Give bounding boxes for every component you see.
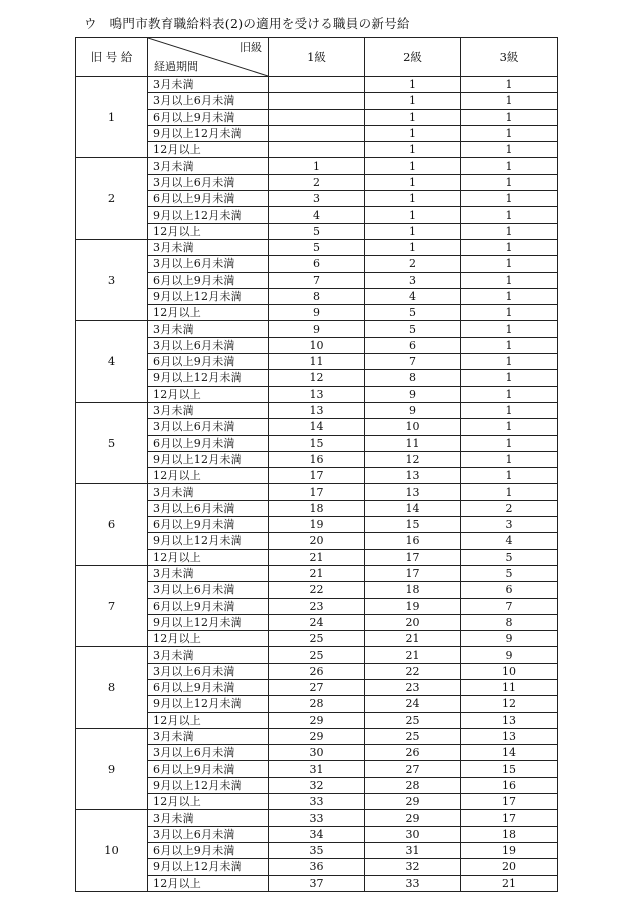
period-cell: 12月以上 bbox=[148, 142, 269, 158]
period-cell: 12月以上 bbox=[148, 875, 269, 891]
table-row bbox=[76, 582, 558, 598]
period-cell: 12月以上 bbox=[148, 223, 269, 239]
grade-2-cell: 4 bbox=[365, 288, 461, 304]
period-cell: 3月以上6月未満 bbox=[148, 663, 269, 679]
grade-2-cell: 27 bbox=[365, 761, 461, 777]
grade-3-cell: 19 bbox=[461, 842, 558, 858]
grade-2-cell: 8 bbox=[365, 370, 461, 386]
grade-3-cell: 4 bbox=[461, 533, 558, 549]
table-row bbox=[76, 696, 558, 712]
grade-1-cell: 33 bbox=[269, 794, 365, 810]
grade-3-cell: 7 bbox=[461, 598, 558, 614]
grade-2-cell: 10 bbox=[365, 419, 461, 435]
grade-1-cell: 13 bbox=[269, 386, 365, 402]
grade-2-cell: 24 bbox=[365, 696, 461, 712]
grade-3-cell: 1 bbox=[461, 321, 558, 337]
grade-3-cell: 21 bbox=[461, 875, 558, 891]
grade-1-cell: 24 bbox=[269, 614, 365, 630]
grade-3-cell: 16 bbox=[461, 777, 558, 793]
table-row bbox=[76, 859, 558, 875]
grade-1-cell: 29 bbox=[269, 712, 365, 728]
grade-1-cell: 5 bbox=[269, 239, 365, 255]
grade-2-cell: 31 bbox=[365, 842, 461, 858]
period-cell: 9月以上12月未満 bbox=[148, 859, 269, 875]
grade-3-cell: 15 bbox=[461, 761, 558, 777]
table-row bbox=[76, 631, 558, 647]
grade-3-cell: 1 bbox=[461, 305, 558, 321]
grade-2-cell: 18 bbox=[365, 582, 461, 598]
grade-1-cell: 19 bbox=[269, 517, 365, 533]
page-title: ウ 鳴門市教育職給料表(2)の適用を受ける職員の新号給 bbox=[84, 16, 410, 31]
table-row bbox=[76, 158, 558, 174]
grade-3-cell: 6 bbox=[461, 582, 558, 598]
grade-2-cell: 16 bbox=[365, 533, 461, 549]
grade-1-cell: 11 bbox=[269, 354, 365, 370]
grade-3-cell: 1 bbox=[461, 468, 558, 484]
grade-2-cell: 15 bbox=[365, 517, 461, 533]
grade-1-cell: 5 bbox=[269, 223, 365, 239]
period-cell: 3月未満 bbox=[148, 158, 269, 174]
grade-2-cell: 20 bbox=[365, 614, 461, 630]
table-row bbox=[76, 256, 558, 272]
table-row bbox=[76, 109, 558, 125]
table-body bbox=[76, 77, 558, 892]
grade-3-cell: 11 bbox=[461, 679, 558, 695]
grade-2-cell: 17 bbox=[365, 549, 461, 565]
table-row bbox=[76, 207, 558, 223]
grade-2-cell: 19 bbox=[365, 598, 461, 614]
period-cell: 9月以上12月未満 bbox=[148, 370, 269, 386]
grade-2-cell: 1 bbox=[365, 174, 461, 190]
period-cell: 6月以上9月未満 bbox=[148, 598, 269, 614]
grade-2-cell: 5 bbox=[365, 305, 461, 321]
period-cell: 3月未満 bbox=[148, 77, 269, 93]
table-row bbox=[76, 239, 558, 255]
table-row bbox=[76, 500, 558, 516]
grade-3-cell: 1 bbox=[461, 386, 558, 402]
table-row bbox=[76, 614, 558, 630]
grade-1-cell: 23 bbox=[269, 598, 365, 614]
header-elapsed: 経過期間 bbox=[154, 60, 198, 73]
period-cell: 3月未満 bbox=[148, 484, 269, 500]
period-cell: 6月以上9月未満 bbox=[148, 272, 269, 288]
period-cell: 9月以上12月未満 bbox=[148, 696, 269, 712]
grade-1-cell: 1 bbox=[269, 158, 365, 174]
period-cell: 9月以上12月未満 bbox=[148, 288, 269, 304]
period-cell: 3月未満 bbox=[148, 565, 269, 581]
grade-1-cell: 26 bbox=[269, 663, 365, 679]
grade-2-cell: 1 bbox=[365, 93, 461, 109]
grade-2-cell: 3 bbox=[365, 272, 461, 288]
grade-1-cell: 33 bbox=[269, 810, 365, 826]
grade-1-cell bbox=[269, 93, 365, 109]
grade-3-cell: 1 bbox=[461, 174, 558, 190]
grade-1-cell: 34 bbox=[269, 826, 365, 842]
period-cell: 6月以上9月未満 bbox=[148, 679, 269, 695]
table-row bbox=[76, 875, 558, 891]
grade-2-cell: 1 bbox=[365, 77, 461, 93]
grade-1-cell: 17 bbox=[269, 468, 365, 484]
table-row bbox=[76, 370, 558, 386]
grade-3-cell: 1 bbox=[461, 419, 558, 435]
grade-3-cell: 1 bbox=[461, 239, 558, 255]
period-cell: 9月以上12月未満 bbox=[148, 533, 269, 549]
table-row bbox=[76, 728, 558, 744]
grade-2-cell: 7 bbox=[365, 354, 461, 370]
grade-3-cell: 1 bbox=[461, 93, 558, 109]
table-row bbox=[76, 484, 558, 500]
table-row bbox=[76, 745, 558, 761]
table-row bbox=[76, 794, 558, 810]
grade-1-cell: 9 bbox=[269, 321, 365, 337]
grade-3-cell: 13 bbox=[461, 712, 558, 728]
grade-3-cell: 5 bbox=[461, 549, 558, 565]
grade-1-cell: 15 bbox=[269, 435, 365, 451]
grade-1-cell: 28 bbox=[269, 696, 365, 712]
grade-3-cell: 1 bbox=[461, 337, 558, 353]
grade-2-cell: 1 bbox=[365, 125, 461, 141]
grade-3-cell: 12 bbox=[461, 696, 558, 712]
grade-2-cell: 21 bbox=[365, 631, 461, 647]
old-step-cell: 7 bbox=[76, 565, 148, 646]
grade-2-cell: 33 bbox=[365, 875, 461, 891]
grade-1-cell: 4 bbox=[269, 207, 365, 223]
period-cell: 3月未満 bbox=[148, 647, 269, 663]
grade-2-cell: 11 bbox=[365, 435, 461, 451]
period-cell: 6月以上9月未満 bbox=[148, 761, 269, 777]
grade-2-cell: 9 bbox=[365, 402, 461, 418]
period-cell: 12月以上 bbox=[148, 468, 269, 484]
grade-2-cell: 9 bbox=[365, 386, 461, 402]
grade-3-cell: 14 bbox=[461, 745, 558, 761]
grade-3-cell: 17 bbox=[461, 810, 558, 826]
grade-1-cell: 3 bbox=[269, 191, 365, 207]
grade-2-cell: 29 bbox=[365, 794, 461, 810]
grade-2-cell: 23 bbox=[365, 679, 461, 695]
grade-2-cell: 28 bbox=[365, 777, 461, 793]
header-old-grade: 旧級 bbox=[240, 41, 262, 54]
table-row bbox=[76, 142, 558, 158]
header-old-step: 旧 号 給 bbox=[76, 38, 148, 77]
grade-2-cell: 29 bbox=[365, 810, 461, 826]
period-cell: 12月以上 bbox=[148, 305, 269, 321]
grade-1-cell: 16 bbox=[269, 451, 365, 467]
table-row bbox=[76, 842, 558, 858]
grade-1-cell: 29 bbox=[269, 728, 365, 744]
period-cell: 3月未満 bbox=[148, 728, 269, 744]
old-step-cell: 10 bbox=[76, 810, 148, 891]
old-step-cell: 2 bbox=[76, 158, 148, 239]
grade-3-cell: 1 bbox=[461, 256, 558, 272]
old-step-cell: 8 bbox=[76, 647, 148, 728]
old-step-cell: 9 bbox=[76, 728, 148, 809]
grade-1-cell: 22 bbox=[269, 582, 365, 598]
period-cell: 3月以上6月未満 bbox=[148, 174, 269, 190]
grade-3-cell: 9 bbox=[461, 647, 558, 663]
grade-1-cell: 32 bbox=[269, 777, 365, 793]
period-cell: 9月以上12月未満 bbox=[148, 451, 269, 467]
grade-3-cell: 1 bbox=[461, 435, 558, 451]
grade-1-cell: 31 bbox=[269, 761, 365, 777]
grade-1-cell: 18 bbox=[269, 500, 365, 516]
grade-1-cell: 8 bbox=[269, 288, 365, 304]
grade-1-cell: 20 bbox=[269, 533, 365, 549]
grade-3-cell: 1 bbox=[461, 223, 558, 239]
grade-2-cell: 1 bbox=[365, 142, 461, 158]
table-row bbox=[76, 761, 558, 777]
header-grade-1: 1級 bbox=[269, 38, 365, 77]
period-cell: 3月以上6月未満 bbox=[148, 745, 269, 761]
period-cell: 9月以上12月未満 bbox=[148, 777, 269, 793]
grade-2-cell: 1 bbox=[365, 207, 461, 223]
header-diagonal-cell bbox=[148, 38, 269, 77]
table-row bbox=[76, 337, 558, 353]
grade-3-cell: 1 bbox=[461, 354, 558, 370]
header-grade-3: 3級 bbox=[461, 38, 558, 77]
grade-3-cell: 18 bbox=[461, 826, 558, 842]
table-row bbox=[76, 777, 558, 793]
grade-1-cell: 6 bbox=[269, 256, 365, 272]
grade-3-cell: 13 bbox=[461, 728, 558, 744]
grade-1-cell: 36 bbox=[269, 859, 365, 875]
table-row bbox=[76, 93, 558, 109]
grade-2-cell: 25 bbox=[365, 728, 461, 744]
period-cell: 12月以上 bbox=[148, 794, 269, 810]
table-row bbox=[76, 402, 558, 418]
grade-3-cell: 1 bbox=[461, 288, 558, 304]
table-row bbox=[76, 598, 558, 614]
period-cell: 3月以上6月未満 bbox=[148, 337, 269, 353]
grade-1-cell: 12 bbox=[269, 370, 365, 386]
grade-3-cell: 1 bbox=[461, 158, 558, 174]
period-cell: 3月以上6月未満 bbox=[148, 419, 269, 435]
table-row bbox=[76, 810, 558, 826]
grade-3-cell: 2 bbox=[461, 500, 558, 516]
grade-2-cell: 14 bbox=[365, 500, 461, 516]
grade-3-cell: 1 bbox=[461, 272, 558, 288]
grade-1-cell bbox=[269, 125, 365, 141]
table-row bbox=[76, 533, 558, 549]
table-row bbox=[76, 451, 558, 467]
grade-2-cell: 1 bbox=[365, 191, 461, 207]
grade-3-cell: 1 bbox=[461, 370, 558, 386]
header-grade-2: 2級 bbox=[365, 38, 461, 77]
period-cell: 3月以上6月未満 bbox=[148, 826, 269, 842]
period-cell: 3月未満 bbox=[148, 402, 269, 418]
table-row bbox=[76, 272, 558, 288]
table-row bbox=[76, 223, 558, 239]
grade-3-cell: 1 bbox=[461, 77, 558, 93]
grade-3-cell: 1 bbox=[461, 142, 558, 158]
grade-3-cell: 9 bbox=[461, 631, 558, 647]
grade-3-cell: 10 bbox=[461, 663, 558, 679]
period-cell: 9月以上12月未満 bbox=[148, 125, 269, 141]
table-row bbox=[76, 305, 558, 321]
grade-2-cell: 5 bbox=[365, 321, 461, 337]
period-cell: 3月未満 bbox=[148, 321, 269, 337]
table-row bbox=[76, 647, 558, 663]
grade-2-cell: 1 bbox=[365, 109, 461, 125]
grade-1-cell bbox=[269, 77, 365, 93]
period-cell: 3月以上6月未満 bbox=[148, 582, 269, 598]
period-cell: 12月以上 bbox=[148, 386, 269, 402]
grade-1-cell: 13 bbox=[269, 402, 365, 418]
grade-2-cell: 6 bbox=[365, 337, 461, 353]
period-cell: 9月以上12月未満 bbox=[148, 614, 269, 630]
old-step-cell: 5 bbox=[76, 402, 148, 483]
table-row bbox=[76, 826, 558, 842]
period-cell: 6月以上9月未満 bbox=[148, 354, 269, 370]
grade-1-cell: 2 bbox=[269, 174, 365, 190]
period-cell: 12月以上 bbox=[148, 549, 269, 565]
period-cell: 6月以上9月未満 bbox=[148, 517, 269, 533]
grade-3-cell: 1 bbox=[461, 207, 558, 223]
period-cell: 3月以上6月未満 bbox=[148, 256, 269, 272]
period-cell: 3月以上6月未満 bbox=[148, 500, 269, 516]
grade-1-cell: 7 bbox=[269, 272, 365, 288]
grade-1-cell: 37 bbox=[269, 875, 365, 891]
grade-3-cell: 3 bbox=[461, 517, 558, 533]
grade-1-cell: 30 bbox=[269, 745, 365, 761]
table-row bbox=[76, 125, 558, 141]
salary-table bbox=[75, 37, 558, 892]
grade-2-cell: 13 bbox=[365, 468, 461, 484]
grade-1-cell: 21 bbox=[269, 565, 365, 581]
period-cell: 12月以上 bbox=[148, 631, 269, 647]
grade-2-cell: 2 bbox=[365, 256, 461, 272]
grade-1-cell bbox=[269, 142, 365, 158]
grade-2-cell: 17 bbox=[365, 565, 461, 581]
table-row bbox=[76, 419, 558, 435]
grade-1-cell: 25 bbox=[269, 631, 365, 647]
grade-1-cell: 14 bbox=[269, 419, 365, 435]
grade-2-cell: 1 bbox=[365, 239, 461, 255]
table-row bbox=[76, 679, 558, 695]
table-row bbox=[76, 468, 558, 484]
grade-3-cell: 1 bbox=[461, 484, 558, 500]
period-cell: 3月以上6月未満 bbox=[148, 93, 269, 109]
grade-3-cell: 5 bbox=[461, 565, 558, 581]
table-row bbox=[76, 321, 558, 337]
table-row bbox=[76, 288, 558, 304]
grade-2-cell: 32 bbox=[365, 859, 461, 875]
grade-1-cell: 10 bbox=[269, 337, 365, 353]
table-row bbox=[76, 549, 558, 565]
period-cell: 12月以上 bbox=[148, 712, 269, 728]
grade-3-cell: 17 bbox=[461, 794, 558, 810]
grade-2-cell: 1 bbox=[365, 223, 461, 239]
table-row bbox=[76, 191, 558, 207]
grade-1-cell: 17 bbox=[269, 484, 365, 500]
period-cell: 3月未満 bbox=[148, 810, 269, 826]
grade-2-cell: 30 bbox=[365, 826, 461, 842]
table-row bbox=[76, 517, 558, 533]
grade-2-cell: 13 bbox=[365, 484, 461, 500]
period-cell: 3月未満 bbox=[148, 239, 269, 255]
period-cell: 9月以上12月未満 bbox=[148, 207, 269, 223]
grade-2-cell: 21 bbox=[365, 647, 461, 663]
table-row bbox=[76, 77, 558, 93]
grade-3-cell: 1 bbox=[461, 191, 558, 207]
table-row bbox=[76, 354, 558, 370]
period-cell: 6月以上9月未満 bbox=[148, 842, 269, 858]
grade-1-cell bbox=[269, 109, 365, 125]
old-step-cell: 1 bbox=[76, 77, 148, 158]
period-cell: 6月以上9月未満 bbox=[148, 191, 269, 207]
table-row bbox=[76, 712, 558, 728]
table-row bbox=[76, 386, 558, 402]
old-step-cell: 3 bbox=[76, 239, 148, 320]
period-cell: 6月以上9月未満 bbox=[148, 435, 269, 451]
period-cell: 6月以上9月未満 bbox=[148, 109, 269, 125]
table-row bbox=[76, 435, 558, 451]
grade-2-cell: 12 bbox=[365, 451, 461, 467]
grade-1-cell: 35 bbox=[269, 842, 365, 858]
grade-1-cell: 27 bbox=[269, 679, 365, 695]
grade-1-cell: 21 bbox=[269, 549, 365, 565]
grade-3-cell: 1 bbox=[461, 125, 558, 141]
old-step-cell: 4 bbox=[76, 321, 148, 402]
grade-1-cell: 25 bbox=[269, 647, 365, 663]
table-row bbox=[76, 565, 558, 581]
grade-3-cell: 20 bbox=[461, 859, 558, 875]
header-row bbox=[76, 38, 558, 77]
grade-3-cell: 8 bbox=[461, 614, 558, 630]
table-row bbox=[76, 663, 558, 679]
grade-2-cell: 1 bbox=[365, 158, 461, 174]
grade-1-cell: 9 bbox=[269, 305, 365, 321]
table-row bbox=[76, 174, 558, 190]
old-step-cell: 6 bbox=[76, 484, 148, 565]
grade-2-cell: 26 bbox=[365, 745, 461, 761]
grade-3-cell: 1 bbox=[461, 109, 558, 125]
grade-2-cell: 25 bbox=[365, 712, 461, 728]
grade-3-cell: 1 bbox=[461, 402, 558, 418]
grade-2-cell: 22 bbox=[365, 663, 461, 679]
grade-3-cell: 1 bbox=[461, 451, 558, 467]
